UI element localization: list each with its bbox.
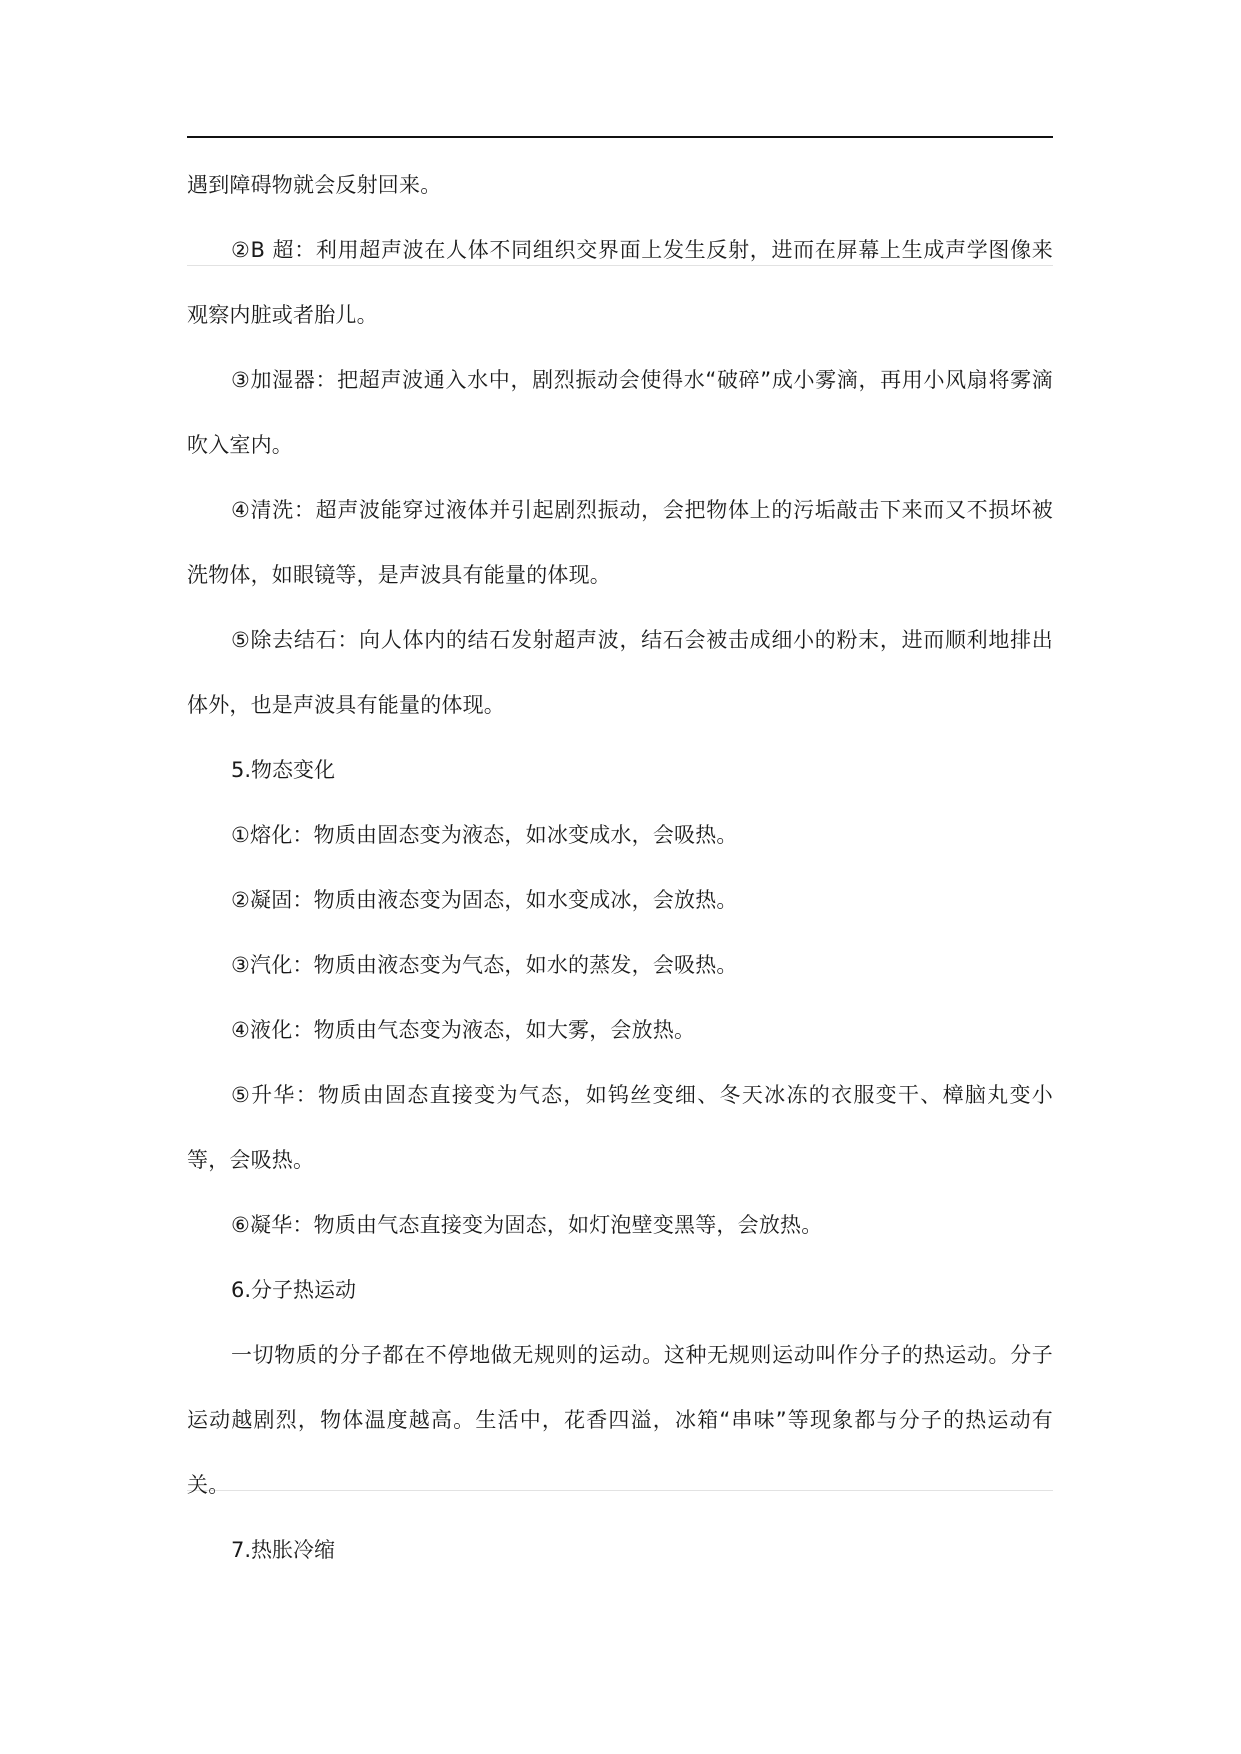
section-heading-thermal-expansion: 7.热胀冷缩 [231,1538,336,1562]
page-top-rule [187,136,1053,138]
document-body [187,153,1053,1583]
paragraph-liquefaction: ④液化：物质由气态变为液态，如大雾，会放热。 [231,1018,696,1042]
paragraph-cleaning: ④清洗：超声波能穿过液体并引起剧烈振动，会把物体上的污垢敲击下来而又不损坏被洗物体，如眼镜等，是声波具有能量的体现。 [187,498,1053,587]
paragraph-deposition: ⑥凝华：物质由气态直接变为固态，如灯泡壁变黑等，会放热。 [231,1213,823,1237]
section-heading-molecular-motion: 6.分子热运动 [231,1278,357,1302]
paragraph-humidifier: ③加湿器：把超声波通入水中，剧烈振动会使得水“破碎”成小雾滴，再用小风扇将雾滴吹入室内。 [187,368,1053,457]
paragraph-molecular-motion: 一切物质的分子都在不停地做无规则的运动。这种无规则运动叫作分子的热运动。分子运动越剧烈，物体温度越高。生活中，花香四溢，冰箱“串味”等现象都与分子的热运动有关。 [187,1343,1053,1497]
section-heading-phase-change: 5.物态变化 [231,758,336,782]
paragraph-vaporization: ③汽化：物质由液态变为气态，如水的蒸发，会吸热。 [231,953,738,977]
paragraph-b-ultrasound: ②B 超：利用超声波在人体不同组织交界面上发生反射，进而在屏幕上生成声学图像来观察内脏或者胎儿。 [187,238,1053,327]
paragraph-reflection-end: 遇到障碍物就会反射回来。 [187,173,442,197]
paragraph-sublimation: ⑤升华：物质由固态直接变为气态，如钨丝变细、冬天冰冻的衣服变干、樟脑丸变小等，会吸热。 [187,1083,1053,1172]
paragraph-melting: ①熔化：物质由固态变为液态，如冰变成水，会吸热。 [231,823,738,847]
paragraph-solidification: ②凝固：物质由液态变为固态，如水变成冰，会放热。 [231,888,738,912]
paragraph-stone-removal: ⑤除去结石：向人体内的结石发射超声波，结石会被击成细小的粉末，进而顺利地排出体外，也是声波具有能量的体现。 [187,628,1053,717]
